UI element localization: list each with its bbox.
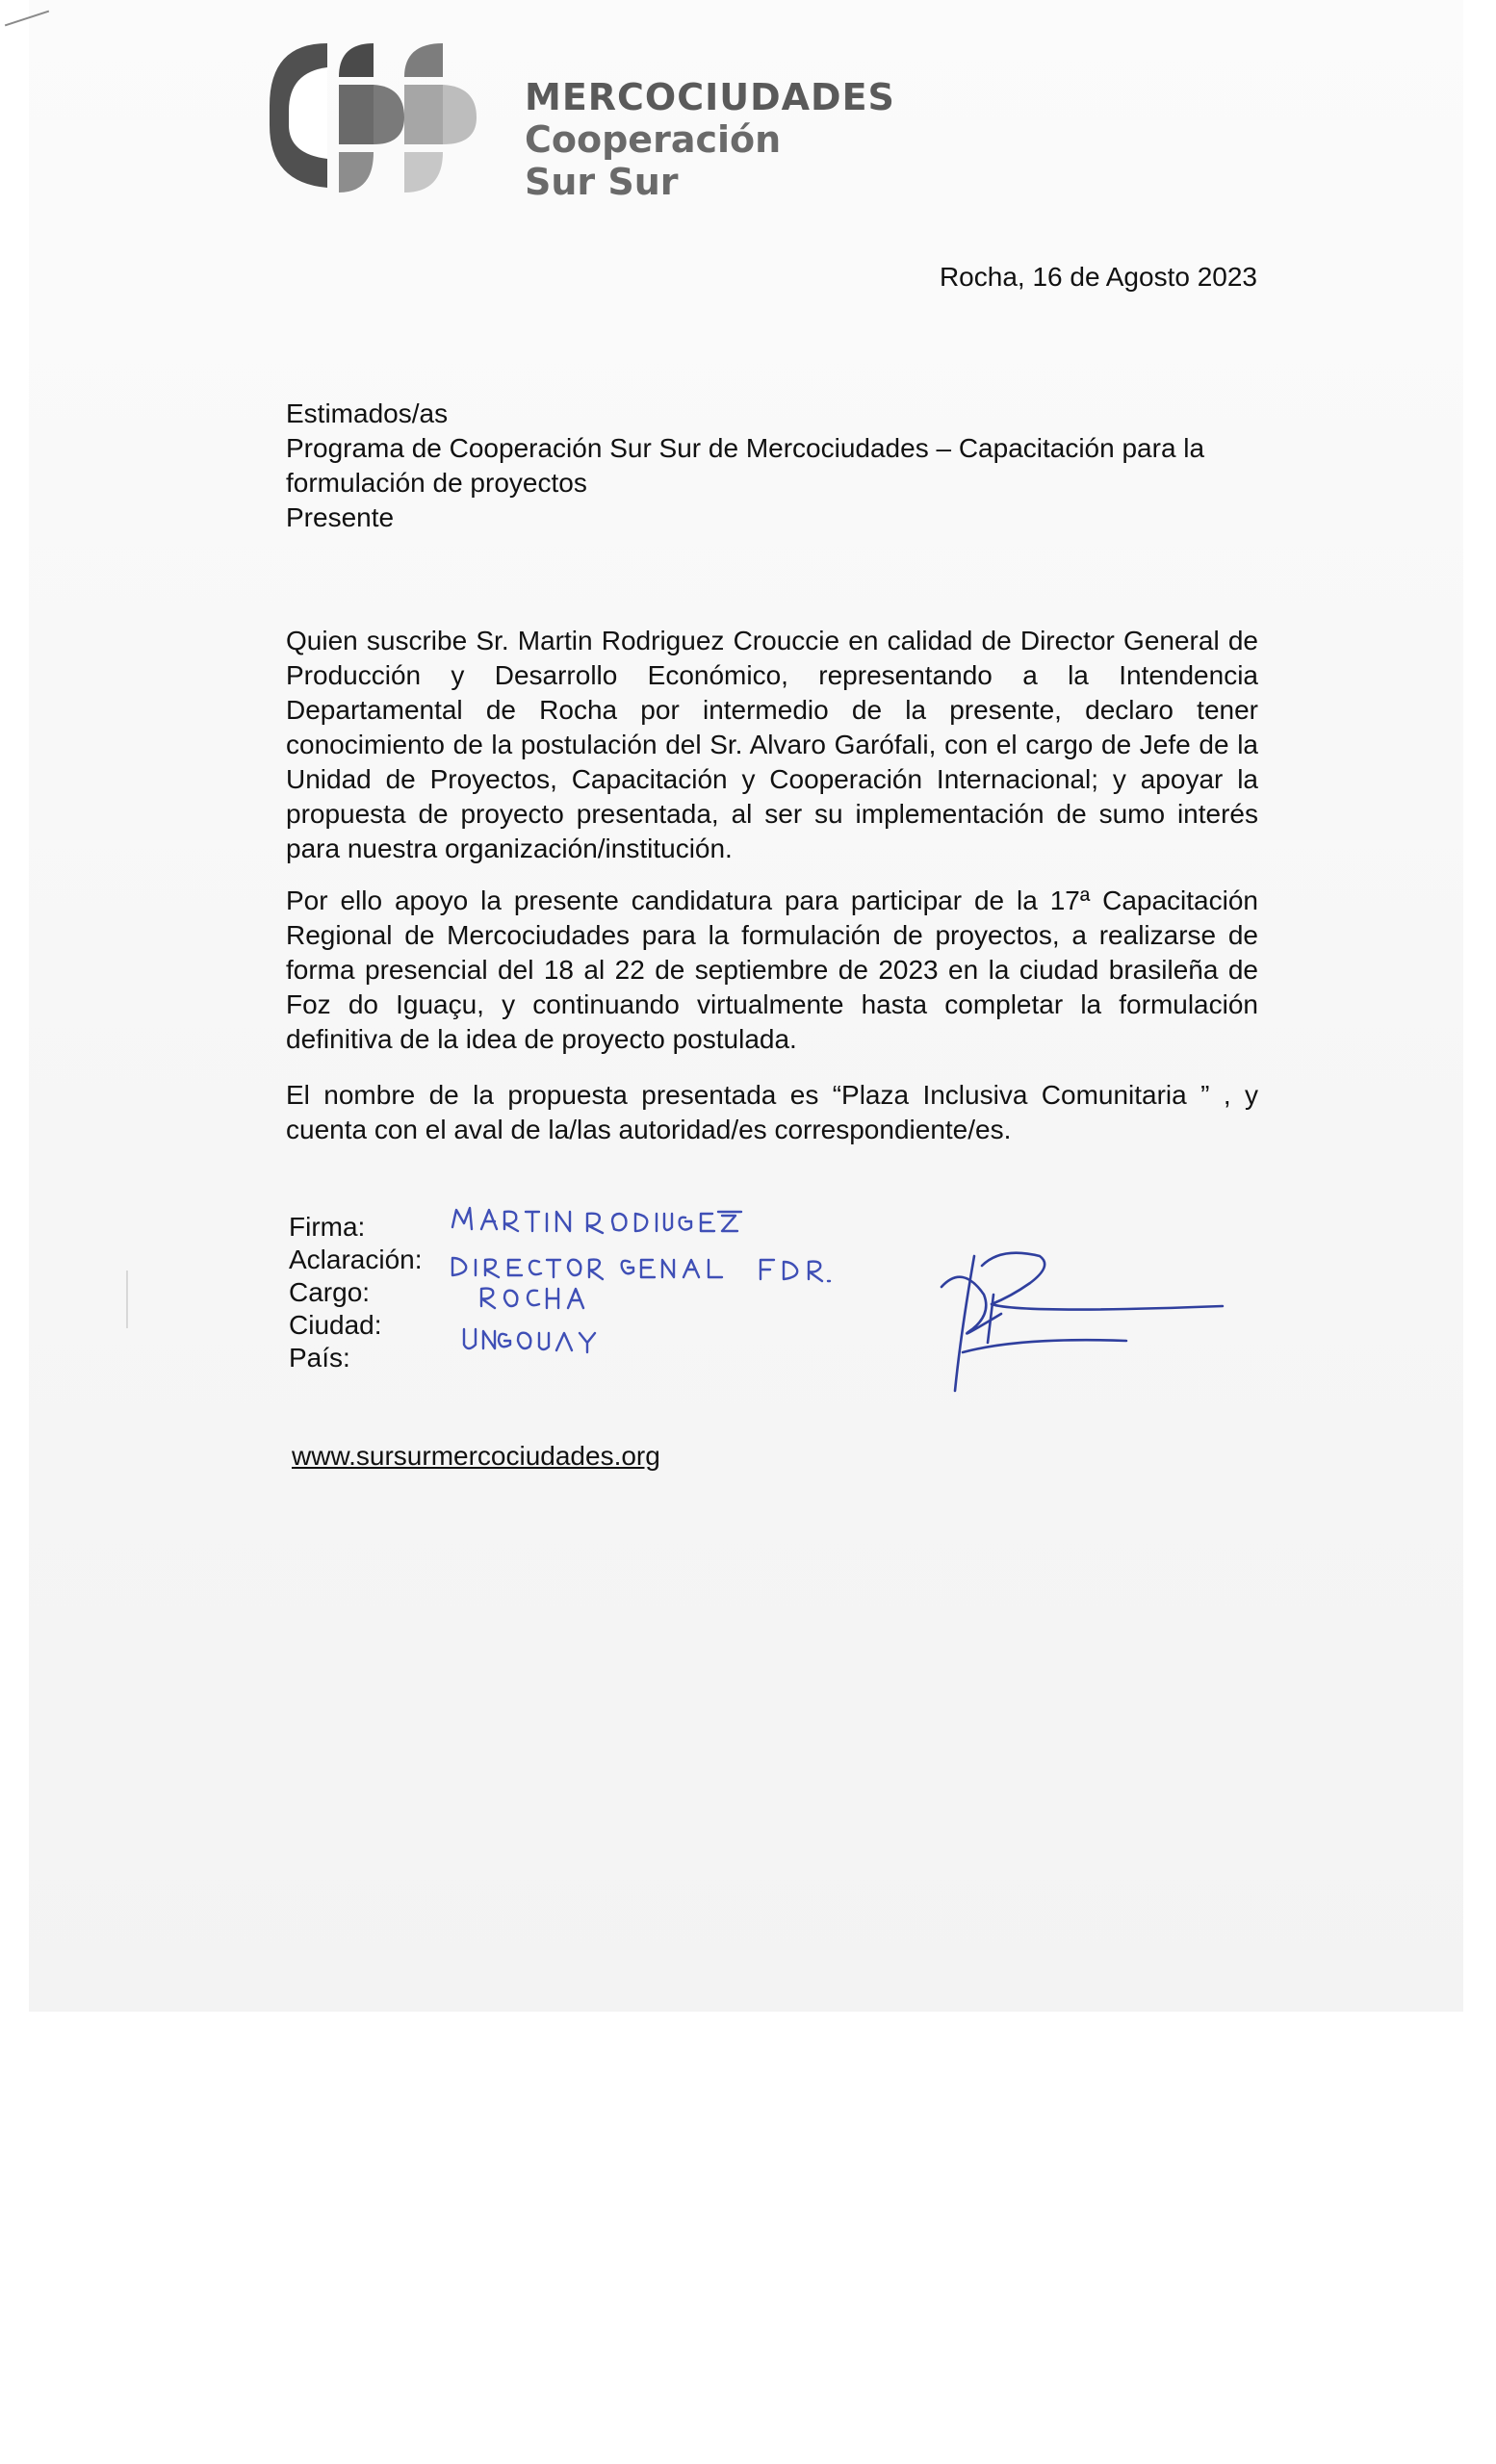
logo-title: MERCOCIUDADES — [525, 76, 895, 118]
scan-margin-mark — [126, 1270, 128, 1328]
website-link[interactable]: www.sursurmercociudades.org — [292, 1441, 660, 1471]
salutation-closing: Presente — [286, 502, 395, 532]
ciudad-label: Ciudad: — [289, 1310, 382, 1340]
mercociudades-logo — [260, 38, 895, 207]
salutation-recipient: Programa de Cooperación Sur Sur de Mercociudades – Capacitación para la formulación de proyectos — [286, 433, 1205, 498]
signature-fields — [289, 1211, 423, 1374]
body-paragraph-3: El nombre de la propuesta presentada es “Plaza Inclusiva Comunitaria ” , y cuenta con el aval de la/las autoridad/es correspondiente/es. — [286, 1080, 1258, 1144]
body-paragraph-1: Quien suscribe Sr. Martin Rodriguez Crouccie en calidad de Director General de Producción y Desarrollo Económico, representando a la Intendencia Departamental de Rocha por intermedio de la presente, declaro tener conocimiento de la postulación del Sr. Alvaro Garófali, con el cargo de Jefe de la Unidad de Proyectos, Capacitación y Cooperación Internacional; y apoyar la propuesta de proyecto presentada, al ser su implementación de sumo interés para nuestra organización/institución. — [286, 626, 1258, 863]
body-paragraph-2: Por ello apoyo la presente candidatura para participar de la 17ª Capacitación Regional de Mercociudades para la formulación de proyectos, a realizarse de forma presencial del 18 al 22 de septiembre de 2023 en la ciudad brasileña de Foz do Iguaçu, y continuando virtualmente hasta completar la formulación definitiva de la idea de proyecto postulada. — [286, 886, 1258, 1054]
logo-subtitle-1: Cooperación — [525, 118, 782, 161]
salutation-block — [286, 397, 1258, 535]
logo-symbol-icon — [260, 38, 520, 207]
firma-label: Firma: — [289, 1212, 366, 1242]
salutation-greeting: Estimados/as — [286, 398, 449, 428]
aclaracion-label: Aclaración: — [289, 1245, 423, 1274]
logo-text — [525, 76, 895, 206]
cargo-label: Cargo: — [289, 1277, 371, 1307]
letter-date: Rocha, 16 de Agosto 2023 — [939, 262, 1257, 292]
logo-subtitle-2: Sur Sur — [525, 161, 679, 203]
signature-mark — [934, 1237, 1232, 1400]
pais-label: País: — [289, 1343, 350, 1373]
handwritten-entries — [443, 1198, 943, 1391]
